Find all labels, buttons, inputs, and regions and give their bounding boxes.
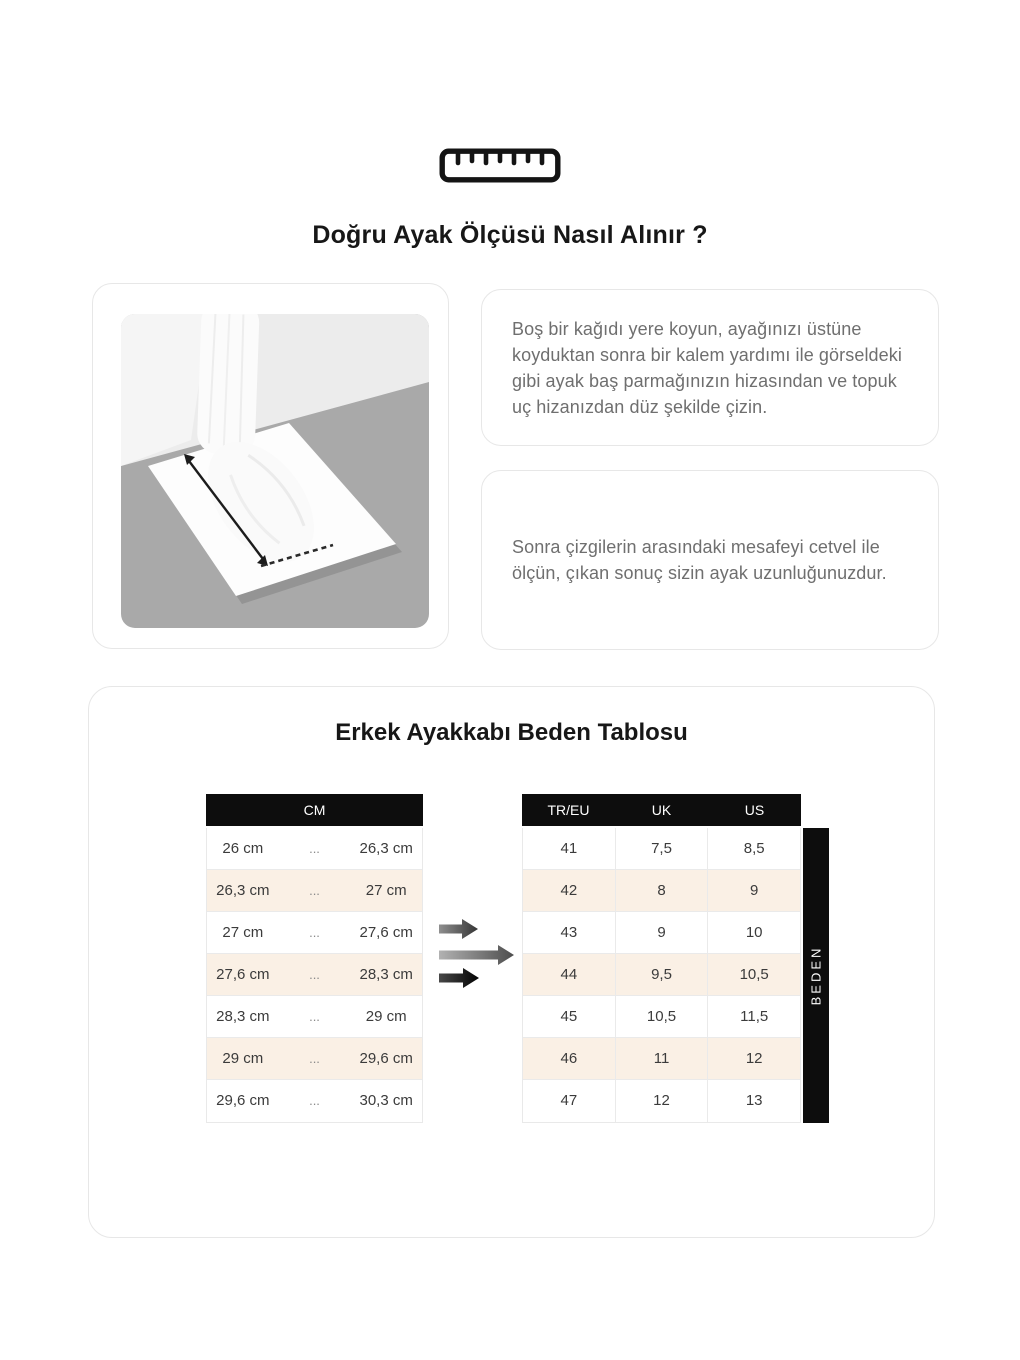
range-separator: ...: [309, 841, 320, 856]
table-row: [523, 996, 800, 1038]
table-row: [523, 1080, 800, 1122]
range-separator: ...: [309, 1009, 320, 1024]
size-cell: 9,5: [616, 954, 709, 995]
size-table-body: [522, 828, 801, 1123]
foot-measure-photo: [121, 314, 429, 628]
size-cell: 47: [523, 1080, 616, 1122]
instruction-text-step1: Boş bir kağıdı yere koyun, ayağınızı üstüne koyduktan sonra bir kalem yardımı ile görseldeki gibi ayak baş parmağınızın hizasından ve topuk uç hizanızdan düz şekilde çizin.: [512, 319, 902, 417]
size-conversion-table: [522, 794, 801, 1123]
header-uk: UK: [651, 802, 672, 818]
cm-from: 29,6 cm: [216, 1092, 270, 1109]
cm-to: 26,3 cm: [359, 840, 413, 857]
cm-from: 29 cm: [222, 1050, 264, 1067]
table-row: [207, 1080, 422, 1122]
size-cell: 10,5: [739, 966, 769, 983]
range-separator: ...: [309, 1051, 320, 1066]
table-row: [207, 996, 422, 1038]
instruction-card-step2: [481, 470, 939, 650]
cm-to: 30,3 cm: [359, 1092, 413, 1109]
table-row: [523, 1038, 800, 1080]
size-cell: 13: [745, 1092, 763, 1109]
photo-card: [92, 283, 449, 649]
cm-from: 27,6 cm: [216, 966, 270, 983]
cm-to: 28,3 cm: [359, 966, 413, 983]
table-row: [523, 870, 800, 912]
beden-strip: [803, 828, 829, 1123]
size-cell: 41: [523, 828, 616, 869]
cm-to: 27,6 cm: [359, 924, 413, 941]
table-row: [207, 1038, 422, 1080]
size-cell: 7,5: [616, 828, 709, 869]
beden-label: BEDEN: [808, 945, 824, 1006]
header-us: US: [744, 802, 765, 818]
size-cell: 9: [750, 882, 759, 899]
ruler-icon: [439, 148, 561, 183]
cm-from: 28,3 cm: [216, 1008, 270, 1025]
table-row: [523, 828, 800, 870]
size-guide-card: [88, 686, 935, 1238]
table-row: [523, 954, 800, 996]
size-cell: 8,5: [743, 840, 765, 857]
conversion-arrows-icon: [438, 917, 520, 989]
size-cell: 8: [616, 870, 709, 911]
cm-to: 29,6 cm: [359, 1050, 413, 1067]
table-row: [207, 870, 422, 912]
size-table-header: [522, 794, 801, 826]
size-cell: 42: [523, 870, 616, 911]
range-separator: ...: [309, 883, 320, 898]
table-row: [207, 954, 422, 996]
cm-table: [206, 794, 423, 1123]
cm-from: 26,3 cm: [216, 882, 270, 899]
cm-table-header: CM: [206, 794, 423, 826]
size-cell: 44: [523, 954, 616, 995]
instruction-card-step1: [481, 289, 939, 446]
cm-to: 27 cm: [365, 882, 407, 899]
size-cell: 46: [523, 1038, 616, 1079]
cm-table-body: [206, 828, 423, 1123]
range-separator: ...: [309, 967, 320, 982]
size-cell: 9: [616, 912, 709, 953]
table-row: [207, 828, 422, 870]
table-row: [523, 912, 800, 954]
size-cell: 10: [745, 924, 763, 941]
header-tr-eu: TR/EU: [547, 802, 590, 818]
range-separator: ...: [309, 925, 320, 940]
cm-from: 27 cm: [222, 924, 264, 941]
size-cell: 11,5: [740, 1008, 769, 1025]
size-cell: 11: [616, 1038, 709, 1079]
size-guide-title: Erkek Ayakkabı Beden Tablosu: [335, 719, 688, 746]
cm-to: 29 cm: [365, 1008, 407, 1025]
table-row: [207, 912, 422, 954]
range-separator: ...: [309, 1093, 320, 1108]
size-cell: 12: [745, 1050, 763, 1067]
instruction-text-step2: Sonra çizgilerin arasındaki mesafeyi cetvel ile ölçün, çıkan sonuç sizin ayak uzunluğunuzdur.: [512, 537, 887, 583]
size-cell: 12: [616, 1080, 709, 1122]
page-title: Doğru Ayak Ölçüsü Nasıl Alınır ?: [312, 221, 708, 249]
size-cell: 45: [523, 996, 616, 1037]
cm-from: 26 cm: [222, 840, 264, 857]
size-cell: 43: [523, 912, 616, 953]
size-cell: 10,5: [616, 996, 709, 1037]
